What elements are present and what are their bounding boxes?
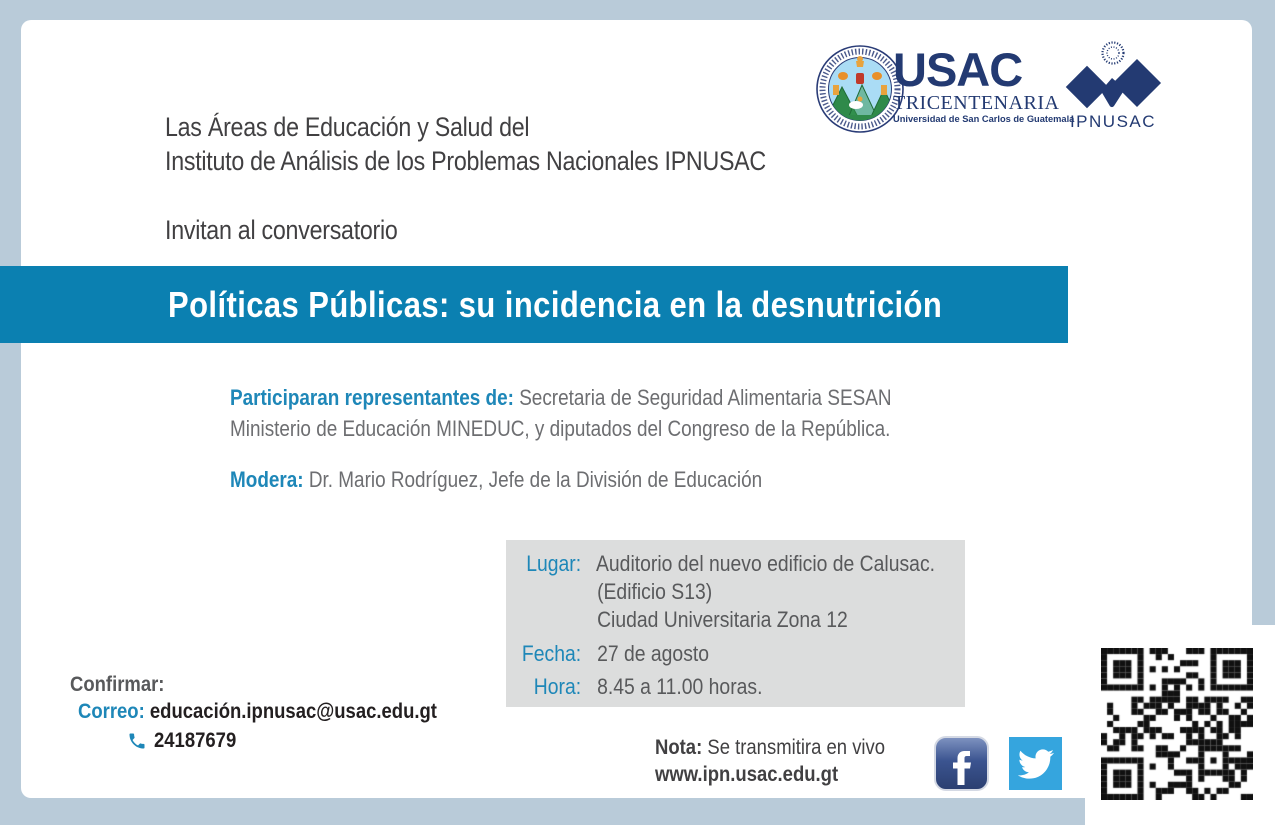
twitter-icon[interactable] (1009, 737, 1062, 790)
usac-seal-icon (816, 45, 904, 133)
usac-acronym-text: USAC (893, 43, 1023, 96)
hora-value: 8.45 a 11.00 horas. (597, 674, 763, 699)
lugar-value-line-3: Ciudad Universitaria Zona 12 (597, 607, 848, 632)
qr-code[interactable] (1101, 648, 1253, 800)
lugar-row-3 (516, 607, 848, 633)
participants-text-1: Secretaria de Seguridad Alimentaria SESAN (519, 385, 892, 410)
facebook-icon[interactable] (934, 736, 989, 791)
fecha-label: Fecha: (521, 641, 582, 666)
phone-value[interactable]: 24187679 (154, 729, 237, 752)
moderator-label: Modera: (230, 467, 304, 492)
correo-label: Correo: (78, 700, 145, 723)
lugar-label: Lugar: (526, 551, 582, 576)
usac-subtitle-text: TRICENTENARIA (893, 92, 1060, 114)
phone-icon (127, 731, 147, 751)
hora-row (516, 674, 762, 700)
confirm-title: Confirmar: (70, 673, 165, 696)
moderator-text: Dr. Mario Rodríguez, Jefe de la División de Educación (308, 467, 763, 492)
participants-label: Participaran representantes de: (230, 385, 514, 410)
ipnusac-label-text: IPNUSAC (1069, 112, 1157, 131)
nota-label: Nota: (655, 736, 703, 759)
intro-line-2: Instituto de Análisis de los Problemas Nacionales IPNUSAC (165, 146, 766, 176)
correo-row (78, 700, 437, 724)
lugar-value-line-1: Auditorio del nuevo edificio de Calusac. (595, 551, 936, 576)
lugar-value-line-2: (Edificio S13) (597, 579, 713, 604)
nota-row (655, 736, 885, 760)
page-title: Políticas Públicas: su incidencia en la desnutrición (168, 284, 943, 325)
intro-line-1: Las Áreas de Educación y Salud del (165, 112, 530, 142)
ipnusac-logo-icon (1058, 40, 1168, 112)
usac-wordmark (893, 43, 1075, 125)
nota-text: Se transmitira en vivo (707, 736, 886, 759)
usac-tagline-text: Universidad de San Carlos de Guatemala (893, 114, 1075, 124)
lugar-row (516, 551, 935, 577)
participants-line-2: Ministerio de Educación MINEDUC, y diputados del Congreso de la República. (230, 416, 891, 441)
lugar-row-2 (516, 579, 712, 605)
moderator-line (230, 467, 762, 493)
title-banner (0, 266, 1068, 343)
intro-line-3: Invitan al conversatorio (165, 215, 398, 245)
fecha-value: 27 de agosto (597, 641, 710, 666)
hora-label: Hora: (533, 674, 582, 699)
fecha-row (516, 641, 709, 667)
website-url[interactable]: www.ipn.usac.edu.gt (655, 763, 839, 786)
correo-value[interactable]: educación.ipnusac@usac.edu.gt (149, 700, 437, 723)
participants-line-1 (230, 385, 891, 411)
